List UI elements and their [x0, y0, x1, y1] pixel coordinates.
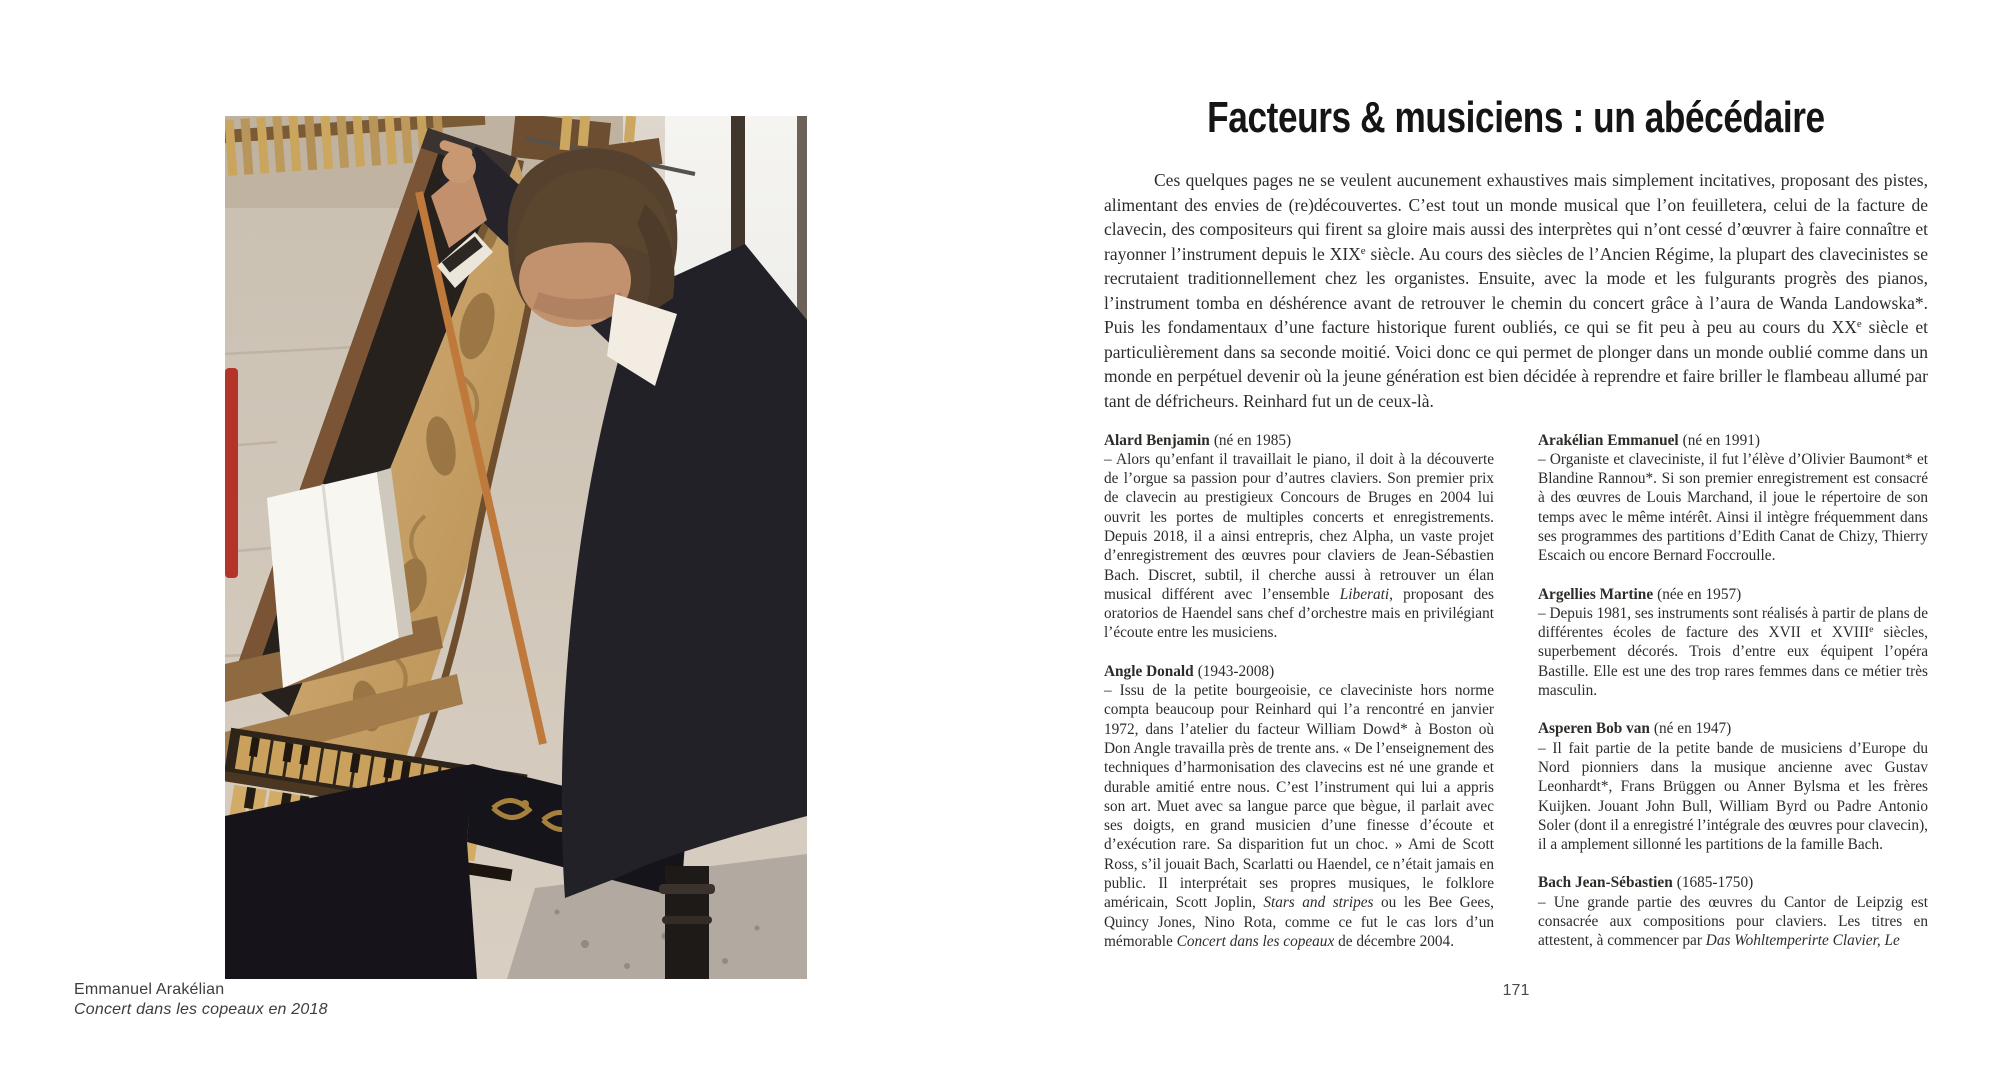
entry-name: Argellies Martine	[1538, 585, 1654, 603]
entry-dates: (né en 1947)	[1653, 720, 1732, 738]
entry-bach-jean-sebastien	[1538, 873, 1928, 950]
entry-arakelian-emmanuel	[1538, 431, 1928, 566]
caption-name: Emmanuel Arakélian	[74, 981, 225, 998]
entry-body: – Depuis 1981, ses instruments sont réalisés à partir de plans de différentes écoles de facture des XVII et XVIIIe siècles, superbement décorés. Trois d’entre eux équipent l’opéra Bastille. Elle est une des trop rares femmes dans ce métier très masculin.	[1538, 604, 1928, 700]
page-title	[1104, 94, 1928, 142]
entry-dates: (né en 1991)	[1682, 431, 1760, 449]
entry-name: Arakélian Emmanuel	[1538, 431, 1679, 449]
photo-caption	[74, 980, 328, 1020]
entry-body: – Organiste et claveciniste, il fut l’élève d’Olivier Baumont* et Blandine Rannou*. Si son premier enregistrement est consacré à des œuvres de Louis Marchand, il joue le répertoire de son temps avec le même intérêt. Ainsi il intègre fréquemment dans ses programmes des partitions d’Edith Canat de Chizy, Thierry Escaich ou encore Bernard Foccroulle.	[1538, 450, 1928, 565]
entry-body: – Alors qu’enfant il travaillait le piano, il doit à la découverte de l’orgue sa passion pour d’autres claviers. Son premier prix de clavecin au prestigieux Concours de Bruges en 2004 lui ouvrit les portes de multiples concerts et enregistrements. Depuis 2018, il a ainsi entrepris, chez Alpha, un vaste projet d’enregistrement des œuvres pour claviers de Jean-Sébastien Bach. Discret, subtil, il cherche aussi à retrouver un élan musical différent avec l’ensemble Liberati, proposant des oratorios de Haendel sans chef d’orchestre mais en privilégiant l’écoute entre les musiciens.	[1104, 450, 1494, 642]
entry-name: Angle Donald	[1104, 662, 1194, 680]
entry-asperen-bob-van	[1538, 719, 1928, 854]
intro-paragraph: Ces quelques pages ne se veulent aucunement exhaustives mais simplement incitatives, proposant des pistes, alimentant des envies de (re)découvertes. C’est tout un monde musical que l’on feuilletera, celui de la facture de clavecin, des compositeurs qui firent sa gloire mais aussi des interprètes qui n’ont cessé d’œuvrer à faire connaître et rayonner l’instrument depuis le XIXe siècle. Au cours des siècles de l’Ancien Régime, la plupart des clavecinistes se recrutaient traditionnellement chez les organistes. Ensuite, avec la mode et les fulgurants progrès des pianos, l’instrument tomba en déshérence avant de retrouver le chemin du concert grâce à l’aura de Wanda Landowska*. Puis les fondamentaux d’une facture historique furent oubliés, ce qui se fit peu à peu au cours du XXe siècle et particulièrement dans sa seconde moitié. Voici donc ce qui permet de plonger dans un monde oublié comme dans un monde en perpétuel devenir où la jeune génération est bien décidée à reprendre et faire briller le flambeau allumé par tant de défricheurs. Reinhard fut un de ceux-là.	[1104, 170, 1929, 411]
right-page	[1104, 94, 1928, 970]
entry-head	[1538, 431, 1928, 450]
entry-dates: (né en 1985)	[1213, 431, 1292, 449]
entries-left-column	[1104, 431, 1494, 971]
photo-illustration	[225, 116, 807, 979]
entry-name: Alard Benjamin	[1104, 431, 1210, 449]
entry-body: – Il fait partie de la petite bande de musiciens d’Europe du Nord pionniers dans la musique ancienne avec Gustav Leonhardt*, Frans Brüggen ou Anner Bylsma et les frères Kuijken. Jouant John Bull, William Byrd ou Padre Antonio Soler (dont il a enregistré l’intégrale des œuvres pour clavecin), il a amplement sillonné les partitions de la famille Bach.	[1538, 739, 1928, 854]
entries-right-column	[1538, 431, 1928, 971]
entry-name: Asperen Bob van	[1538, 720, 1650, 738]
entry-angle-donald	[1104, 662, 1494, 951]
photo	[225, 116, 807, 979]
entry-head	[1104, 431, 1494, 450]
entry-alard-benjamin	[1104, 431, 1494, 643]
entry-dates: (1943-2008)	[1197, 662, 1275, 680]
entry-dates: (née en 1957)	[1657, 585, 1742, 603]
entry-head	[1538, 585, 1928, 604]
entry-head	[1538, 719, 1928, 738]
caption-work-title: Concert dans les copeaux en 2018	[74, 1001, 328, 1018]
entry-name: Bach Jean-Sébastien	[1538, 874, 1673, 892]
entry-dates: (1685-1750)	[1676, 874, 1754, 892]
red-object	[225, 368, 238, 578]
entry-body: – Issu de la petite bourgeoisie, ce claveciniste hors norme compta beaucoup pour Reinhard qui l’a rencontré en janvier 1972, dans l’atelier du facteur William Dowd* à Boston où Don Angle travailla près de trente ans. « De l’enseignement des techniques d’harmonisation des clavecins est né une grande et durable amitié entre nous. C’est l’instrument qui lui a appris son art. Muet avec sa langue parce que bègue, il parlait avec ses doigts, en grand musicien d’une finesse d’écoute et d’exécution rare. Sa disparition fut un choc. » Ami de Scott Ross, s’il jouait Bach, Scarlatti ou Haendel, ce n’était jamais en public. Il interprétait ses propres musiques, le folklore américain, Scott Joplin, Stars and stripes ou les Bee Gees, Quincy Jones, Nino Rota, comme ce fut le cas lors d’un mémorable Concert dans les copeaux de décembre 2004.	[1104, 682, 1495, 950]
page-number: 171	[1502, 982, 1530, 999]
table-leg	[659, 866, 715, 979]
entries-columns	[1104, 431, 1928, 971]
page-title-text: Facteurs & musiciens : un abécédaire	[1207, 93, 1825, 142]
entry-head	[1104, 662, 1494, 681]
entry-argellies-martine	[1538, 585, 1928, 701]
entry-body: – Une grande partie des œuvres du Cantor de Leipzig est consacrée aux compositions pour claviers. Les titres en attestent, à commencer par Das Wohltemperirte Clavier, Le	[1538, 893, 1928, 950]
entry-head	[1538, 873, 1928, 892]
